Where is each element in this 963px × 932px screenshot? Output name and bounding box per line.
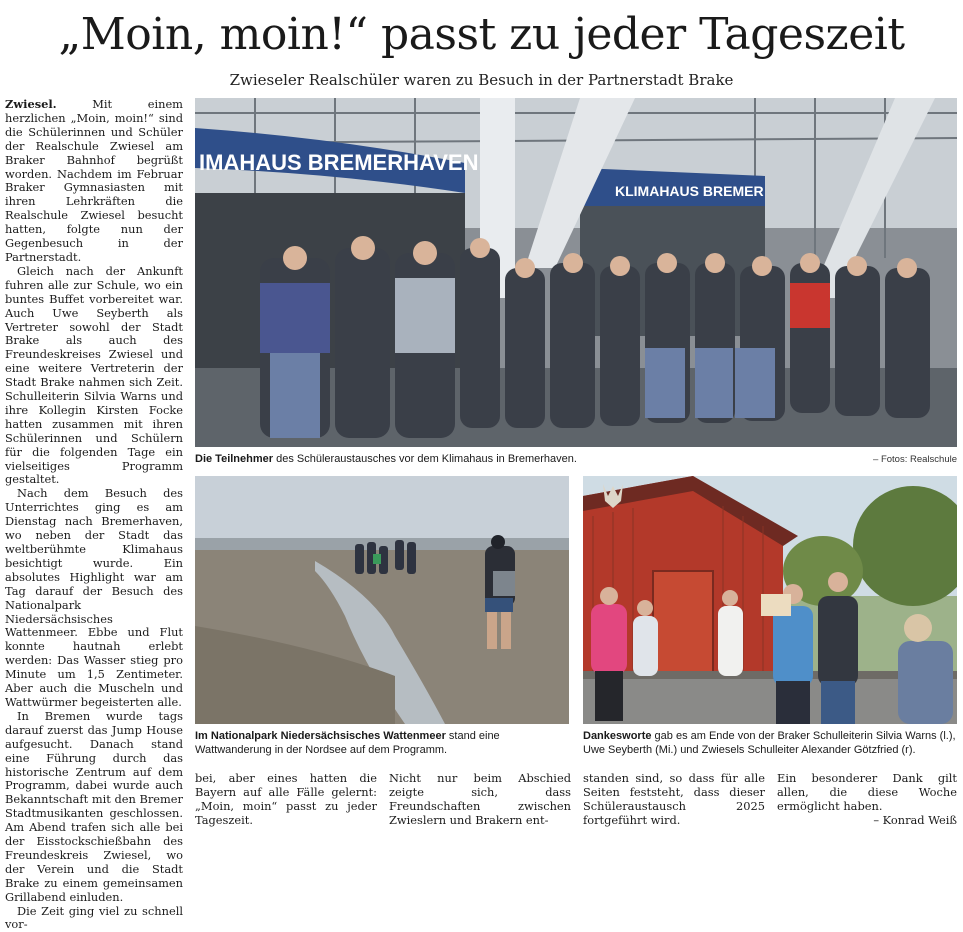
dateline: Zwiesel. [5, 97, 57, 111]
caption-thanks: Dankesworte gab es am Ende von der Braker Schulleiterin Silvia Warns (l.), Uwe Seyberth (Mi.) und Zwiesels Schulleiter Alexander Götzfried (r). [583, 730, 956, 756]
paragraph: Gleich nach der Ankunft fuhren alle zur Schule, wo ein buntes Buffet vorbereitet war. Auch Uwe Seyberth als Vertreter sowohl der Stadt Brake als auch des Freundeskreises Zwiesel und eine weitere Vertreterin der Stadt Brake nahmen sich Zeit. Schulleiterin Silvia Warns und ihre Kollegin Kirsten Focke hatten zusammen mit ihren Schülerinnen und Schülern für die folgenden Tage ein vielseitiges Programm gestaltet. [5, 263, 183, 487]
caption-wattenmeer: Im Nationalpark Niedersächsisches Wattenmeer stand eine Wattwanderung in der Nordsee auf dem Programm. [195, 730, 500, 756]
group-photo-klimahaus [195, 98, 957, 447]
thanks-photo [583, 476, 957, 724]
paragraph: Nach dem Besuch des Unterrichtes ging es am Dienstag nach Bremerhaven, wo neben der Stadt das weltberühmte Klimahaus besichtigt wurde. Ein absolutes Highlight war am Tag darauf der Besuch des Nationalpark Niedersächsisches Wattenmeer. Ebbe und Flut konnte hautnah erlebt werden: Das Wasser stieg pro Minute um 1,5 Zentimeter. Aber auch die Muscheln und Wattwürmer begeisterten alle. [5, 486, 183, 709]
paragraph: Zwiesel. Mit einem herzlichen „Moin, moin!“ sind die Schülerinnen und Schüler der Realschule Zwiesel am Braker Bahnhof begrüßt worden. Nachdem im Februar Braker Gymnasiasten mit ihren Lehrkräften die Realschule Zwiesel besucht hatten, folgte nun der Gegenbesuch in der Partnerstadt. [5, 97, 183, 264]
photo-credit: – Fotos: Realschule [873, 454, 957, 465]
subheadline: Zwieseler Realschüler waren zu Besuch in der Partnerstadt Brake [229, 71, 734, 89]
text-column-2: bei, aber eines hatten die Bayern auf alle Fälle gelernt: „Moin, moin“ passt zu jeder Tageszeit. [195, 771, 377, 827]
text-column-3: Nicht nur beim Abschied zeigte sich, dass Freundschaften zwischen Zwieslern und Brakern ent- [389, 771, 571, 827]
author: – Konrad Weiß [873, 812, 957, 827]
sign-text-right: KLIMAHAUS BREMER [615, 183, 764, 199]
paragraph: Die Zeit ging viel zu schnell vor- [5, 903, 183, 932]
paragraph: In Bremen wurde tags darauf zuerst das Jump House aufgesucht. Danach stand eine Führung durch das historische Zentrum auf dem Programm, dabei wurde auch Bekanntschaft mit den Bremer Stadtmusikanten geschlossen. Am Abend trafen sich alle bei der Eisstockschießbahn des Freundeskreis Zwiesel, wo der Verein und die Stadt Brake zu einem gemeinsamen Grillabend einluden. [5, 708, 183, 904]
wattenmeer-photo [195, 476, 569, 724]
headline: „Moin, moin!“ passt zu jeder Tageszeit [58, 9, 905, 60]
sign-text-left: IMAHAUS BREMERHAVEN [199, 150, 479, 175]
text-column-5: Ein besonderer Dank gilt allen, die diese Woche ermöglicht haben. – Konrad Weiß [777, 771, 957, 827]
caption-main-photo: Die Teilnehmer des Schüleraustausches vor dem Klimahaus in Bremerhaven. [195, 453, 577, 465]
text-column-left [5, 98, 183, 932]
text-column-4: standen sind, so dass für alle Seiten feststeht, dass dieser Schüleraustausch 2025 fortgeführt wird. [583, 771, 765, 827]
